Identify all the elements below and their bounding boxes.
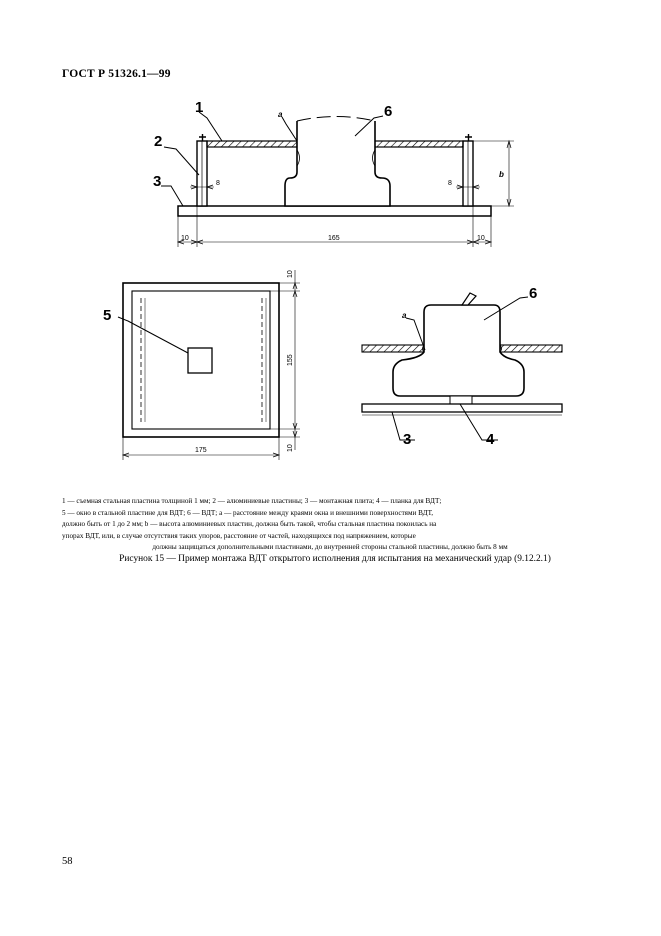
callout-device-detail: 6 [529,285,538,302]
mounting-plate [178,206,491,216]
dim-height: 155 [287,354,294,366]
figure-caption: Рисунок 15 — Пример монтажа ВДТ открытого исполнения для испытания на механический удар (9.12.2.1) [119,554,551,564]
label-a-top: a [278,110,283,119]
detail-view [362,293,562,440]
steel-plate-detail-left [362,345,424,352]
legend-line: должны защищаться дополнительными пластинами, до внутренней стороны стальной пластины, должно быть 8 мм [152,543,508,552]
dim-span: 165 [328,235,340,242]
legend-line: упорах ВДТ, или, в случае отсутствия таких упоров, расстояние от частей, находящихся под напряжением, которые [62,531,416,540]
plan-view [118,270,300,460]
steel-plate-left [207,141,297,147]
callout-aluminium-plates: 2 [154,133,163,150]
section-view-top [161,112,514,247]
figure-legend [62,496,598,554]
dim-gap-left: 8 [216,180,220,187]
dim-margin-right: 10 [477,235,485,242]
document-header: ГОСТ Р 51326.1—99 [62,68,171,80]
dim-gap-right: 8 [448,180,452,187]
callout-device: 6 [384,103,393,120]
window-for-rcd [188,348,212,373]
callout-mounting-plate: 3 [153,173,162,190]
legend-line: должно быть от 1 до 2 мм; b — высота алюминиевых пластин, должна быть такой, чтобы стальная пластина покоилась на [62,520,437,529]
dim-bottom-margin: 10 [287,444,294,452]
device-rail [450,396,472,404]
legend-line: 5 — окно в стальной пластине для ВДТ; 6 — ВДТ; a — расстояние между краями окна и внешними поверхностями ВДТ, [62,508,434,517]
dim-margin-left: 10 [181,235,189,242]
callout-window: 5 [103,307,112,324]
steel-plate-right [372,141,463,147]
legend-line: 1 — съемная стальная пластина толщиной 1 мм; 2 — алюминиевые пластины; 3 — монтажная плита; 4 — планка для ВДТ; [62,497,442,505]
dim-width: 175 [195,447,207,454]
label-a-detail: a [402,311,407,320]
device-rcd-section [285,121,390,206]
dim-top-margin: 10 [287,270,294,278]
page-number: 58 [62,856,73,867]
steel-plate-detail-right [500,345,562,352]
callout-mounting-plate-detail: 3 [403,431,412,448]
callout-steel-plate: 1 [195,99,204,116]
callout-rail: 4 [486,431,495,448]
label-b: b [499,170,504,179]
